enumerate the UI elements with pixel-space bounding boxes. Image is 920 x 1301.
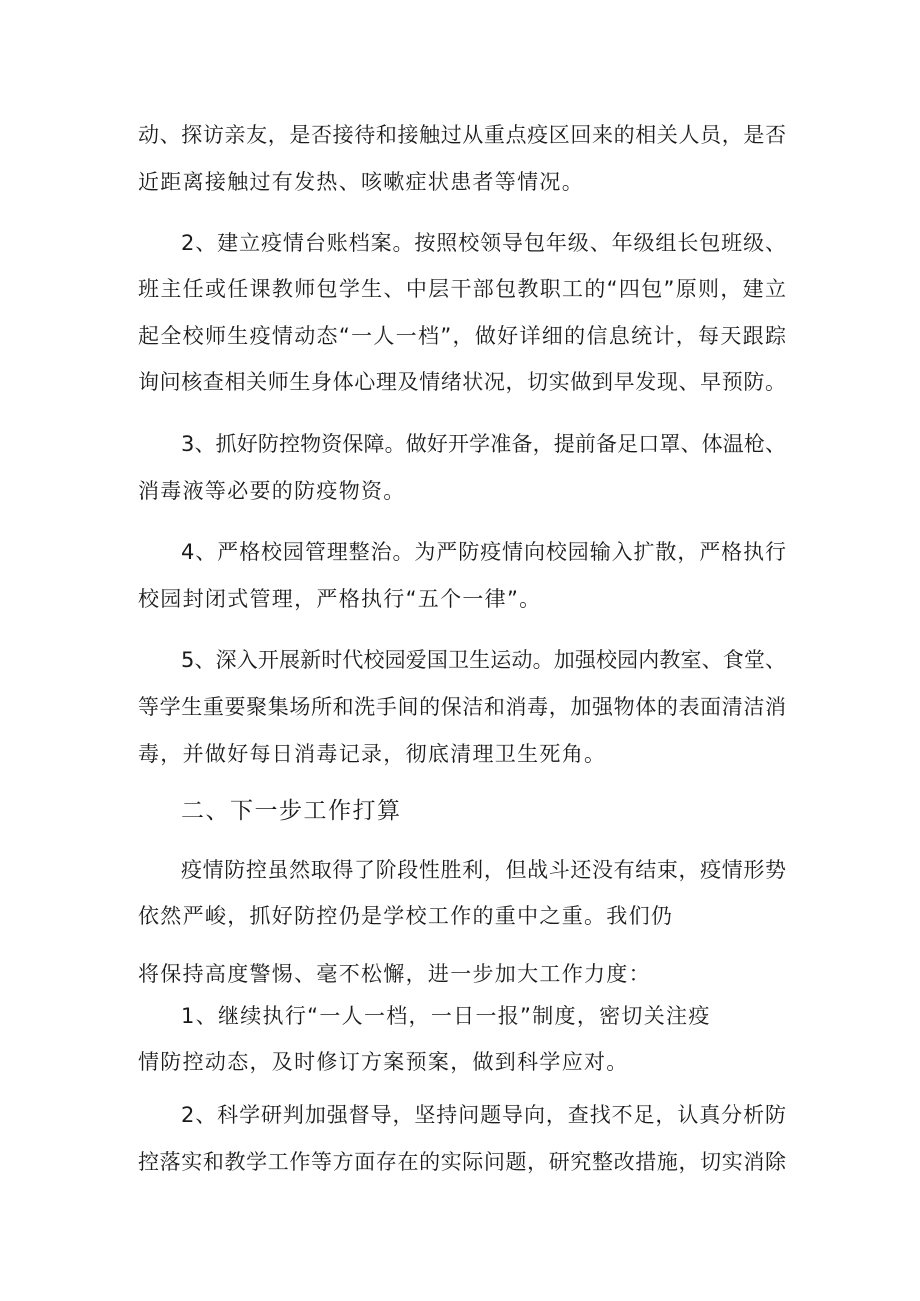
body-text-line: 起全校师生疫情动态“一人一档”，做好详细的信息统计，每天跟踪 (138, 324, 786, 348)
body-text-line: 毒，并做好每日消毒记录，彻底清理卫生死角。 (138, 742, 607, 766)
body-text-line: 将保持高度警惕、毫不松懈，进一步加大工作力度： (138, 962, 651, 986)
paragraph-line: 疫情防控虽然取得了阶段性胜利，但战斗还没有结束，疫情形势 (181, 858, 786, 882)
section-heading: 二、下一步工作打算 (181, 798, 402, 824)
paragraph-item-1-line: 1、继续执行“一人一档，一日一报”制度，密切关注疫 (181, 1004, 711, 1028)
body-text-line: 情防控动态，及时修订方案预案，做到科学应对。 (138, 1050, 629, 1074)
body-text-line: 消毒液等必要的防疫物资。 (138, 479, 406, 503)
paragraph-item-5-line: 5、深入开展新时代校园爱国卫生运动。加强校园内教室、食堂、 (181, 648, 786, 672)
paragraph-item-2-line: 2、建立疫情台账档案。按照校领导包年级、年级组长包班级、 (181, 231, 786, 255)
body-text-line: 近距离接触过有发热、咳嗽症状患者等情况。 (138, 170, 584, 194)
paragraph-item-4-line: 4、严格校园管理整治。为严防疫情向校园输入扩散，严格执行 (181, 540, 786, 564)
body-text-line: 校园封闭式管理，严格执行“五个一律”。 (138, 587, 542, 611)
body-text-line: 等学生重要聚集场所和洗手间的保洁和消毒，加强物体的表面清洁消 (138, 695, 786, 719)
body-text-line: 动、探访亲友，是否接待和接触过从重点疫区回来的相关人员，是否 (138, 123, 786, 147)
paragraph-item-3-line: 3、抓好防控物资保障。做好开学准备，提前备足口罩、体温枪、 (181, 432, 786, 456)
body-text-line: 班主任或任课教师包学生、中层干部包教职工的“四包”原则，建立 (138, 277, 786, 301)
body-text-line: 控落实和教学工作等方面存在的实际问题，研究整改措施，切实消除 (138, 1150, 786, 1174)
body-text-line: 依然严峻，抓好防控仍是学校工作的重中之重。我们仍 (138, 904, 674, 928)
paragraph-item-2-line: 2、科学研判加强督导，坚持问题导向，查找不足，认真分析防 (181, 1103, 786, 1127)
body-text-line: 询问核查相关师生身体心理及情绪状况，切实做到早发现、早预防。 (138, 370, 786, 394)
